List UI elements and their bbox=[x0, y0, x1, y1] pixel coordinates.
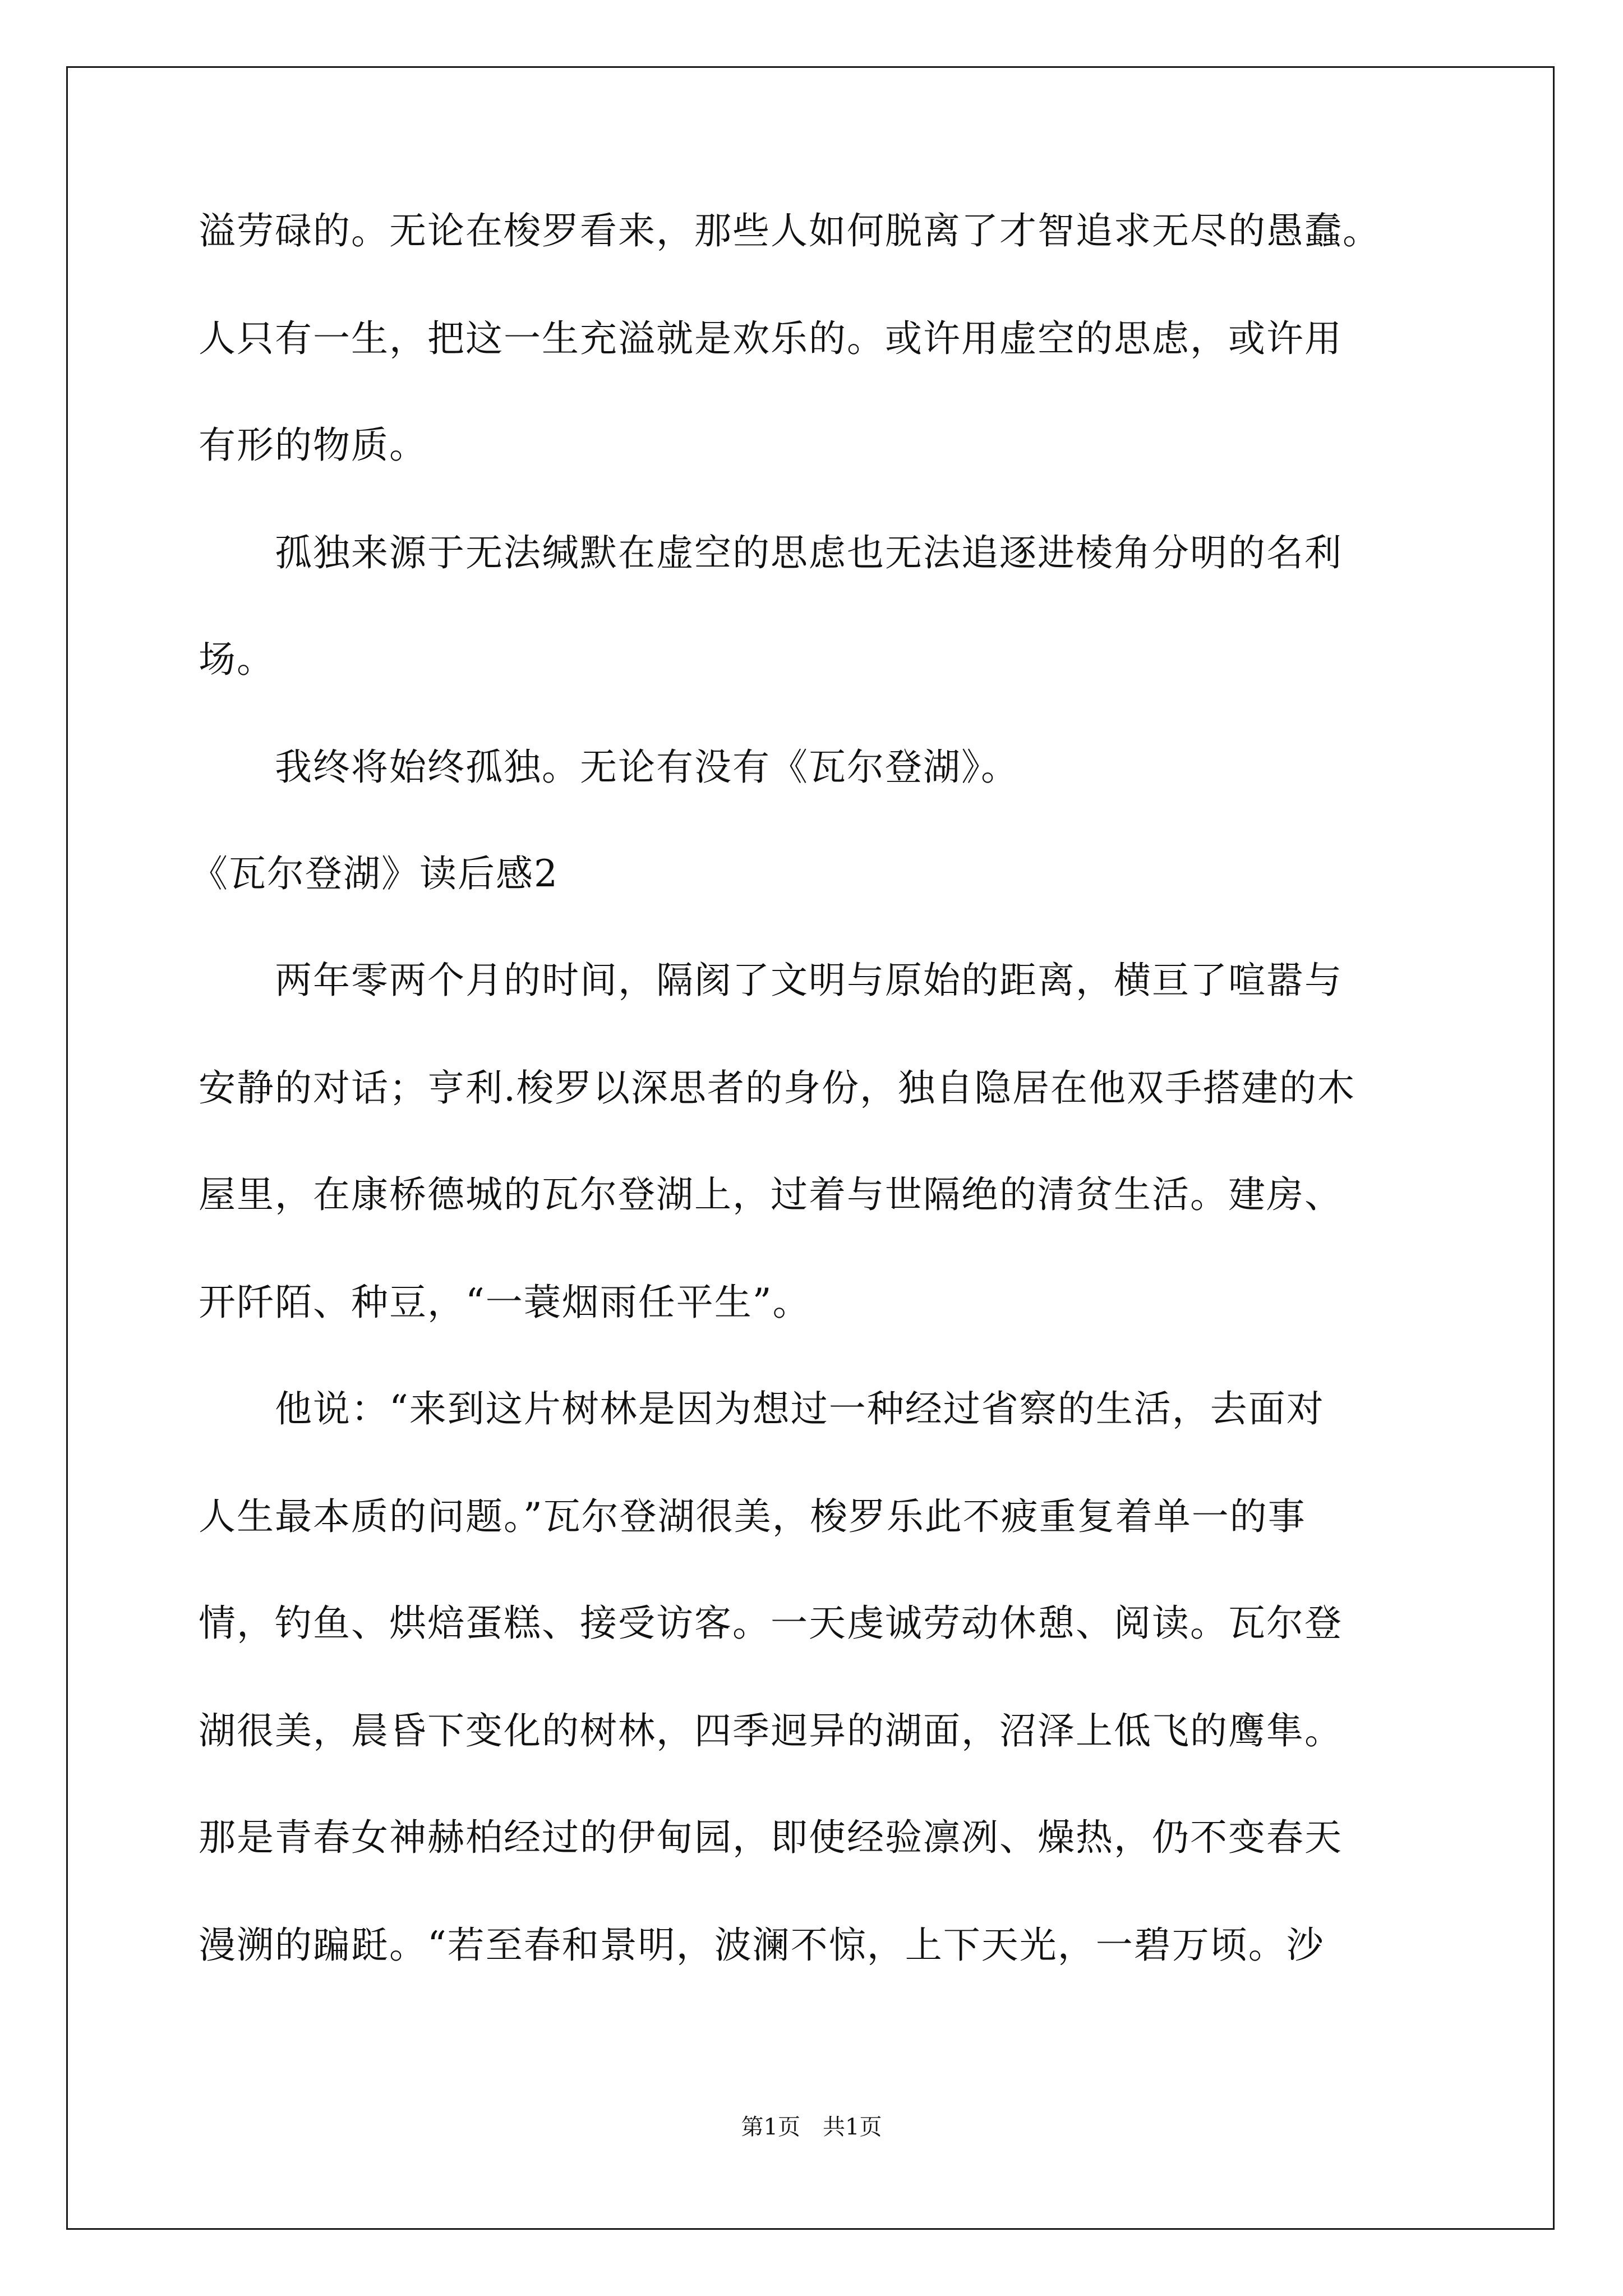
text-line: 安静的对话；亨利.梭罗以深思者的身份，独自隐居在他双手搭建的木 bbox=[199, 1066, 1355, 1110]
text-line: 人生最本质的问题。”瓦尔登湖很美，梭罗乐此不疲重复着单一的事 bbox=[199, 1495, 1306, 1538]
section-heading: 《瓦尔登湖》读后感2 bbox=[191, 852, 559, 895]
text-line: 那是青春女神赫柏经过的伊甸园，即使经验凛冽、燥热，仍不变春天 bbox=[199, 1816, 1343, 1859]
text-line: 屋里，在康桥德城的瓦尔登湖上，过着与世隔绝的清贫生活。建房、 bbox=[199, 1173, 1343, 1216]
text-line: 湖很美，晨昏下变化的树林，四季迥异的湖面，沼泽上低飞的鹰隼。 bbox=[199, 1709, 1343, 1752]
text-line: 情，钓鱼、烘焙蛋糕、接受访客。一天虔诚劳动休憩、阅读。瓦尔登 bbox=[199, 1602, 1343, 1645]
text-line: 两年零两个月的时间，隔阂了文明与原始的距离，横亘了喧嚣与 bbox=[199, 959, 1343, 1002]
text-line: 溢劳碌的。无论在梭罗看来，那些人如何脱离了才智追求无尽的愚蠢。 bbox=[199, 209, 1381, 252]
text-line: 人只有一生，把这一生充溢就是欢乐的。或许用虚空的思虑，或许用 bbox=[199, 317, 1343, 360]
text-line: 我终将始终孤独。无论有没有《瓦尔登湖》。 bbox=[199, 746, 1019, 789]
text-line: 有形的物质。 bbox=[199, 424, 427, 467]
page-border bbox=[66, 66, 1555, 2230]
text-line: 他说：“来到这片树林是因为想过一种经过省察的生活，去面对 bbox=[199, 1387, 1325, 1430]
text-line: 漫溯的蹁跹。“若至春和景明，波澜不惊，上下天光，一碧万顷。沙 bbox=[199, 1924, 1325, 1967]
text-line: 场。 bbox=[199, 638, 275, 681]
text-line: 开阡陌、种豆，“一蓑烟雨任平生”。 bbox=[199, 1281, 811, 1324]
page-number-footer: 第1页 共1页 bbox=[741, 2114, 882, 2140]
text-line: 孤独来源于无法缄默在虚空的思虑也无法追逐进棱角分明的名利 bbox=[199, 531, 1343, 574]
